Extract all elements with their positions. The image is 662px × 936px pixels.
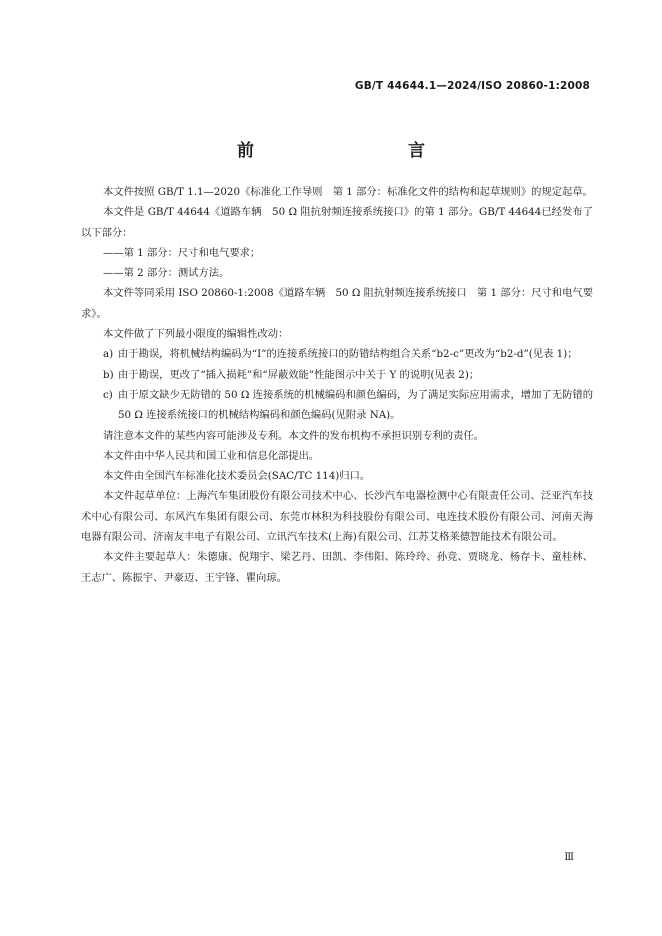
change-marker: b) [103,368,114,381]
paragraph-editorial-changes: 本文件做了下列最小限度的编辑性改动： [103,328,289,341]
standard-code: GB/T 44644.1—2024/ISO 20860-1:2008 [354,80,590,92]
paragraph-part-of-series: 本文件是 GB/T 44644《道路车辆 50 Ω 阻抗射频连接系统接口》的第 1 部分。GB/T 44644已经发布了以下部分： [81,206,593,239]
paragraph-patent-notice: 请注意本文件的某些内容可能涉及专利。本文件的发布机构不承担识别专利的责任。 [103,429,484,442]
paragraph-committee: 本文件由全国汽车标准化技术委员会(SAC/TC 114)归口。 [103,470,371,483]
change-marker: c) [103,388,113,401]
change-text: 由于原文缺少无防错的 50 Ω 连接系统的机械编码和颜色编码，为了满足实际应用需求，增加了无防错的 50 Ω 连接系统接口的机械结构编码和颜色编码(见附录 NA)。 [118,388,593,422]
change-item-c [81,385,593,426]
paragraph-drafters: 本文件主要起草人：朱德康、倪翔宇、梁艺丹、田凯、李伟阳、陈玲玲、孙竞、贾晓龙、杨存卡、童桂林、王志广、陈振宇、尹豪迈、王宇锋、瞿向琼。 [81,551,593,584]
paragraph-drafting-organizations: 本文件起草单位：上海汽车集团股份有限公司技术中心、长沙汽车电器检测中心有限责任公司、泛亚汽车技术中心有限公司、东风汽车集团有限公司、东莞市林积为科技股份有限公司、电连技术股份有限公司、河南天海电器有限公司、济南友丰电子有限公司、立讯汽车技术(上海)有限公司、江苏艾格莱德智能技术有限公司。 [81,490,593,544]
page-number: Ⅲ [564,852,574,863]
change-marker: a) [103,348,114,361]
change-item-a [81,344,593,364]
change-text: 由于勘误，更改了“插入损耗”和“屏蔽效能”性能图示中关于 Y 的说明(见表 2)； [118,368,480,381]
list-item-part-2: ——第 2 部分：测试方法。 [103,267,230,280]
paragraph-proposer: 本文件由中华人民共和国工业和信息化部提出。 [103,449,320,462]
paragraph-drafting-rules: 本文件按照 GB/T 1.1—2020《标准化工作导则 第 1 部分：标准化文件的结构和起草规则》的规定起草。 [103,186,593,198]
change-text: 由于勘误，将机械结构编码为“I”的连接系统接口的防错结构组合关系“b2-c”更改为“b2-d”(见表 1)； [118,348,578,361]
list-item-part-1: ——第 1 部分：尺寸和电气要求； [103,246,261,259]
change-item-b [81,365,593,385]
paragraph-iso-adoption: 本文件等同采用 ISO 20860-1:2008《道路车辆 50 Ω 阻抗射频连接系统接口 第 1 部分：尺寸和电气要求》。 [81,287,593,320]
foreword-body [81,182,593,588]
page-title: 前 言 [237,141,465,161]
